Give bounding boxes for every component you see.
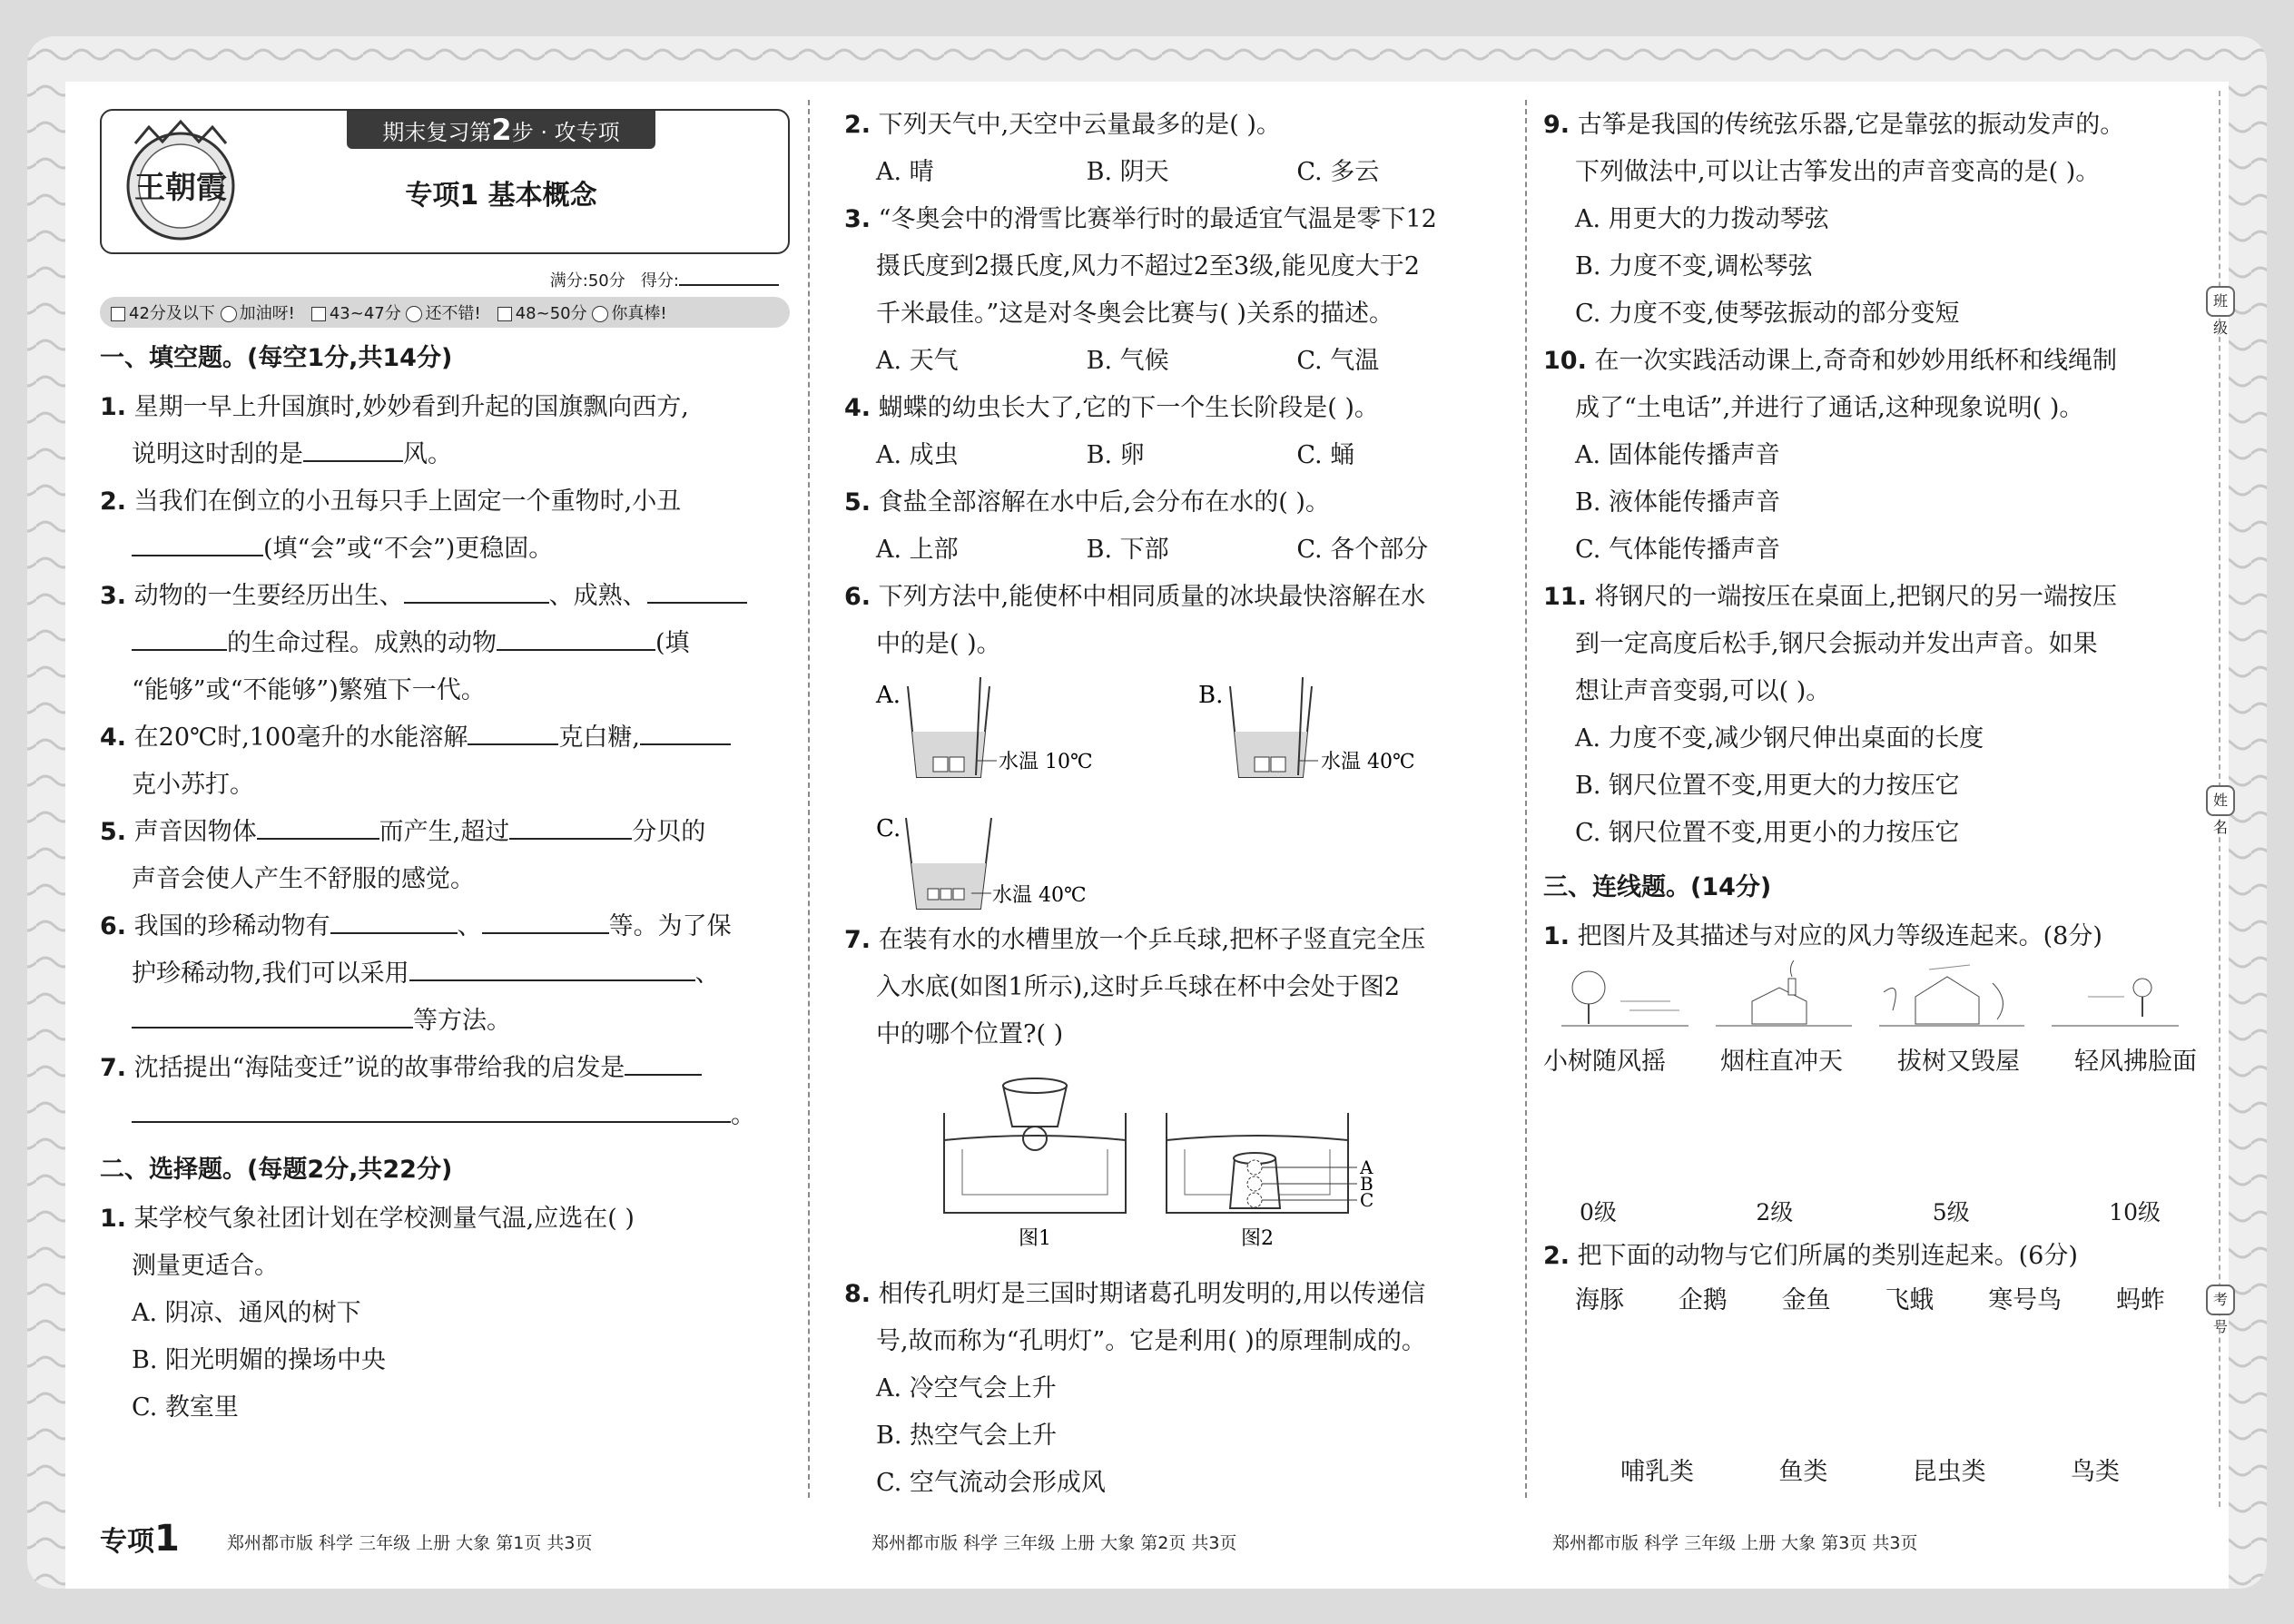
mark-b: B	[1360, 1173, 1373, 1195]
desc-item[interactable]: 小树随风摇	[1543, 1048, 1666, 1076]
column-divider	[808, 100, 810, 1498]
page-content	[73, 91, 2228, 1580]
option[interactable]: A. 用更大的力拨动琴弦	[1575, 205, 1829, 233]
breeze-picture[interactable]	[2052, 979, 2179, 1026]
choice-q11: 11. 将钢尺的一端按压在桌面上,把钢尺的另一端按压 到一定高度后松手,钢尺会振动并发出声音。如果 想让声音变弱,可以( )。 A. 力度不变,减少钢尺伸出桌面的长度 B. 钢尺位置不变,用更大的力按压它 C. 钢尺位置不变,用更小的力按压它	[1543, 583, 2118, 847]
answer-blank[interactable]	[647, 576, 747, 604]
wind-pictures	[1543, 960, 2179, 1038]
answer-blank[interactable]	[132, 1096, 731, 1123]
animal-item[interactable]: 金鱼	[1781, 1286, 1831, 1314]
options-q3	[844, 338, 1507, 385]
column-2	[844, 91, 1507, 1507]
svg-text:水温 10℃: 水温 10℃	[999, 751, 1093, 773]
class-item[interactable]: 哺乳类	[1620, 1458, 1694, 1486]
option[interactable]: C. 力度不变,使琴弦振动的部分变短	[1575, 300, 1960, 328]
option[interactable]: C. 教室里	[132, 1393, 239, 1422]
answer-blank[interactable]	[482, 907, 609, 934]
section-1-title: 一、填空题。(每空1分,共14分)	[100, 343, 453, 372]
desc-item[interactable]: 轻风拂脸面	[2074, 1048, 2197, 1076]
column-1	[100, 91, 790, 1507]
answer-blank[interactable]	[257, 812, 379, 840]
option[interactable]: C. 空气流动会形成风	[876, 1469, 1106, 1497]
cup-b[interactable]	[1198, 677, 1415, 777]
level-2[interactable]: 43~47分 还不错!	[311, 300, 481, 324]
animal-list	[1543, 1280, 2197, 1315]
svg-text:A.: A.	[876, 682, 901, 709]
animal-item[interactable]: 企鹅	[1678, 1286, 1728, 1314]
option[interactable]: C. 钢尺位置不变,用更小的力按压它	[1575, 819, 1960, 847]
score-blank[interactable]	[679, 267, 779, 286]
fill-q4: 4. 在20℃时,100毫升的水能溶解 克白糖, 克小苏打。	[100, 714, 790, 809]
answer-blank[interactable]	[303, 435, 403, 462]
option[interactable]: B. 钢尺位置不变,用更大的力按压它	[1575, 772, 1960, 800]
cup-c[interactable]	[876, 815, 1087, 909]
page-title: 专项1 基本概念	[405, 180, 597, 212]
option[interactable]: A. 固体能传播声音	[1575, 441, 1780, 469]
desc-item[interactable]: 拔树又毁屋	[1897, 1048, 2020, 1076]
fill-q3: 3. 动物的一生要经历出生、 、成熟、 的生命过程。成熟的动物 (填 “能够”或“不能够”)繁殖下一代。	[100, 573, 790, 714]
option[interactable]: B. 阴天	[1086, 158, 1169, 186]
choice-q8: 8. 相传孔明灯是三国时期诸葛孔明发明的,用以传递信 号,故而称为“孔明灯”。它是利用( )的原理制成的。 A. 冷空气会上升 B. 热空气会上升 C. 空气流动会形成风	[844, 1280, 1426, 1497]
score-line: 满分:50分 得分:	[100, 267, 790, 291]
step-banner: 期末复习第2步 · 攻专项	[347, 111, 655, 149]
choice-q9: 9. 古筝是我国的传统弦乐器,它是靠弦的振动发声的。 下列做法中,可以让古筝发出的声音变高的是( )。 A. 用更大的力拨动琴弦 B. 力度不变,调松琴弦 C. 力度不变,使琴弦振动的部分变短	[1543, 111, 2125, 328]
answer-blank[interactable]	[468, 718, 558, 745]
fill-q5: 5. 声音因物体 而产生,超过 分贝的 声音会使人产生不舒服的感觉。	[100, 809, 790, 903]
animal-item[interactable]: 飞蛾	[1885, 1286, 1935, 1314]
svg-text:图1: 图1	[1019, 1227, 1051, 1250]
choice-q1: 1. 某学校气象社团计划在学校测量气温,应选在( ) 测量更适合。 A. 阴凉、通风的树下 B. 阳光明媚的操场中央 C. 教室里	[100, 1204, 635, 1422]
side-tab-class: 班级	[2206, 286, 2235, 317]
answer-blank[interactable]	[132, 529, 263, 556]
title-header	[100, 109, 790, 254]
column-divider	[1525, 100, 1527, 1498]
level-3[interactable]: 48~50分 你真棒!	[497, 300, 667, 324]
svg-text:水温 40℃: 水温 40℃	[1321, 751, 1415, 773]
section-3-title: 三、连线题。(14分)	[1543, 873, 1772, 901]
class-item[interactable]: 昆虫类	[1912, 1458, 1986, 1486]
option[interactable]: B. 下部	[1086, 536, 1169, 564]
wind-levels	[1543, 1195, 2197, 1227]
choice-q10: 10. 在一次实践活动课上,奇奇和妙妙用纸杯和线绳制 成了“土电话”,并进行了通话,这种现象说明( )。 A. 固体能传播声音 B. 液体能传播声音 C. 气体能传播声音	[1543, 347, 2118, 564]
fill-q6: 6. 我国的珍稀动物有 、 等。为了保 护珍稀动物,我们可以采用 、 等方法。	[100, 903, 790, 1045]
svg-text:水温 40℃: 水温 40℃	[992, 884, 1087, 907]
footer-page-3: 郑州都市版 科学 三年级 上册 大象 第3页 共3页	[1552, 1533, 1918, 1553]
side-tab-name: 姓名	[2206, 785, 2235, 816]
option[interactable]: B. 卵	[1086, 441, 1145, 469]
option[interactable]: C. 气温	[1296, 347, 1380, 375]
option[interactable]: A. 阴凉、通风的树下	[132, 1298, 361, 1327]
smile-icon	[592, 306, 608, 322]
option[interactable]: A. 天气	[876, 347, 959, 375]
mark-c: C	[1360, 1189, 1374, 1211]
options-q4	[844, 432, 1507, 479]
figure-1	[944, 1078, 1126, 1250]
score-levels	[100, 297, 790, 328]
level-item[interactable]: 5级	[1932, 1199, 1970, 1225]
pingpong-figure	[844, 1058, 1507, 1267]
answer-blank[interactable]	[132, 1001, 413, 1029]
desc-item[interactable]: 烟柱直冲天	[1720, 1048, 1843, 1076]
animal-item[interactable]: 海豚	[1575, 1286, 1624, 1314]
option[interactable]: B. 阳光明媚的操场中央	[132, 1345, 387, 1374]
section-2-title: 二、选择题。(每题2分,共22分)	[100, 1155, 453, 1184]
option[interactable]: C. 蛹	[1296, 441, 1355, 469]
match-q2: 2. 把下面的动物与它们所属的类别连起来。(6分)	[1543, 1242, 2078, 1270]
option[interactable]: A. 成虫	[876, 441, 959, 469]
option[interactable]: C. 气体能传播声音	[1575, 536, 1780, 564]
option[interactable]: B. 力度不变,调松琴弦	[1575, 252, 1813, 281]
level-item[interactable]: 0级	[1580, 1199, 1617, 1225]
class-list	[1543, 1452, 2197, 1487]
column-3	[1543, 91, 2197, 1507]
option[interactable]: B. 热空气会上升	[876, 1422, 1058, 1450]
fill-q1: 1. 星期一早上升国旗时,妙妙看到升起的国旗飘向西方, 说明这时刮的是 风。	[100, 392, 689, 468]
fill-q2: 2. 当我们在倒立的小丑每只手上固定一个重物时,小丑 (填“会”或“不会”)更稳固。	[100, 487, 682, 563]
smoke-rise-picture[interactable]	[1716, 960, 1852, 1026]
wind-descriptions	[1543, 1041, 2197, 1077]
option[interactable]: A. 力度不变,减少钢尺伸出桌面的长度	[1575, 724, 1984, 753]
class-item[interactable]: 鱼类	[1778, 1458, 1828, 1486]
footer-page-1: 郑州都市版 科学 三年级 上册 大象 第1页 共3页	[227, 1533, 593, 1553]
answer-blank[interactable]	[497, 624, 655, 651]
class-item[interactable]: 鸟类	[2070, 1458, 2120, 1486]
svg-text:图2: 图2	[1241, 1227, 1274, 1250]
option[interactable]: C. 各个部分	[1296, 536, 1429, 564]
tree-sway-picture[interactable]	[1561, 971, 1689, 1026]
smile-icon	[406, 306, 422, 322]
answer-blank[interactable]	[132, 624, 227, 651]
answer-blank[interactable]	[409, 954, 695, 981]
brand-logo	[113, 118, 249, 245]
footer-page-2: 郑州都市版 科学 三年级 上册 大象 第2页 共3页	[871, 1533, 1237, 1553]
match-q1: 1. 把图片及其描述与对应的风力等级连起来。(8分)	[1543, 922, 2102, 950]
option[interactable]: A. 晴	[876, 158, 934, 186]
animal-item[interactable]: 蚂蚱	[2115, 1286, 2165, 1314]
choice-q6: 6. 下列方法中,能使杯中相同质量的冰块最快溶解在水 中的是( )。	[844, 583, 1426, 658]
cup-a[interactable]	[875, 677, 1093, 777]
storm-picture[interactable]	[1879, 965, 2024, 1026]
svg-text:C.: C.	[876, 815, 901, 842]
option[interactable]: A. 上部	[876, 536, 959, 564]
choice-q7: 7. 在装有水的水槽里放一个乒乓球,把杯子竖直完全压 入水底(如图1所示),这时乒乓球在杯中会处于图2 中的哪个位置?( )	[844, 926, 1426, 1048]
side-tab-number: 考号	[2206, 1284, 2235, 1315]
options-q5	[844, 527, 1507, 574]
ice-cups-figure	[844, 668, 1507, 913]
option[interactable]: B. 液体能传播声音	[1575, 488, 1781, 517]
option[interactable]: B. 气候	[1086, 347, 1169, 375]
fill-q7: 7. 沈括提出“海陆变迁”说的故事带给我的启发是 。	[100, 1045, 790, 1139]
answer-blank[interactable]	[625, 1048, 702, 1076]
level-1[interactable]: 42分及以下 加油呀!	[111, 300, 295, 324]
answer-blank[interactable]	[404, 576, 549, 604]
choice-q5: 5. 食盐全部溶解在水中后,会分布在水的( )。	[844, 488, 1330, 517]
options-q2	[844, 149, 1507, 196]
choice-q4: 4. 蝴蝶的幼虫长大了,它的下一个生长阶段是( )。	[844, 394, 1379, 422]
answer-blank[interactable]	[509, 812, 632, 840]
footer-label: 专项1	[100, 1518, 180, 1560]
logo-text: 王朝霞	[134, 170, 227, 206]
figure-2	[1167, 1113, 1373, 1250]
answer-blank[interactable]	[330, 907, 458, 934]
choice-q3: 3. “冬奥会中的滑雪比赛举行时的最适宜气温是零下12 摄氏度到2摄氏度,风力不超过2至3级,能见度大于2 千米最佳。”这是对冬奥会比赛与( )关系的描述。	[844, 205, 1437, 328]
level-item[interactable]: 10级	[2109, 1199, 2161, 1225]
choice-q2: 2. 下列天气中,天空中云量最多的是( )。	[844, 111, 1281, 139]
option[interactable]: C. 多云	[1296, 158, 1380, 186]
mark-a: A	[1360, 1156, 1373, 1178]
level-item[interactable]: 2级	[1756, 1199, 1794, 1225]
animal-item[interactable]: 寒号鸟	[1988, 1286, 2063, 1314]
answer-blank[interactable]	[640, 718, 731, 745]
option[interactable]: A. 冷空气会上升	[876, 1374, 1057, 1403]
smile-icon	[221, 306, 237, 322]
svg-text:B.: B.	[1198, 682, 1224, 709]
